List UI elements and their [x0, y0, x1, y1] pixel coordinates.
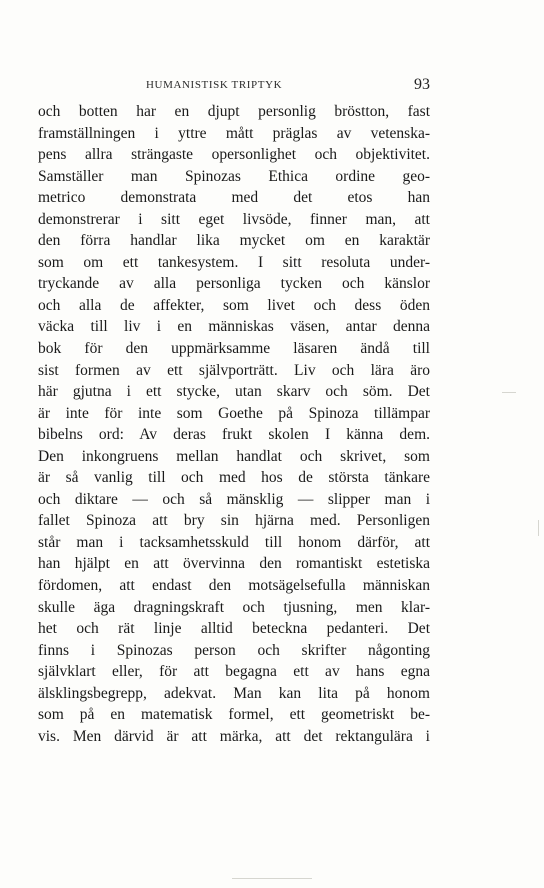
text-line: metrico demonstrata med det etos han [38, 189, 430, 207]
text-line: väcka till liv i en människas väsen, antar denna [38, 318, 430, 336]
text-line: pens allra strängaste opersonlighet och objektivitet. [38, 146, 430, 164]
text-line: och botten har en djupt personlig bröstton, fast [38, 103, 430, 120]
text-line: demonstrerar i sitt eget livsöde, finner man, att [38, 210, 430, 228]
text-line: Samställer man Spinozas Ethica ordine geo- [38, 167, 430, 185]
scan-speck [538, 520, 539, 536]
text-line: fördomen, att endast den motsägelsefulla människan [38, 577, 430, 595]
text-line: tryckande av alla personliga tycken och känslor [38, 275, 430, 293]
text-line: självklart eller, för att begagna ett av hans egna [38, 663, 430, 681]
text-line: bok för den uppmärksamme läsaren ändå till [38, 340, 430, 358]
text-line: här gjutna i ett stycke, utan skarv och söm. Det [38, 383, 430, 401]
text-line: och alla de affekter, som livet och dess öden [38, 296, 430, 314]
text-line: och diktare — och så mänsklig — slipper man i [38, 490, 430, 508]
scan-speck [232, 878, 312, 879]
text-line: framställningen i yttre mått präglas av vetenska- [38, 124, 430, 142]
text-line: fallet Spinoza att bry sin hjärna med. Personligen [38, 512, 430, 530]
text-line: sist formen av ett självporträtt. Liv och lära äro [38, 361, 430, 379]
text-line: Den inkongruens mellan handlat och skrivet, som [38, 447, 430, 465]
page-number: 93 [414, 76, 430, 93]
text-line: den förra handlar lika mycket om en karaktär [38, 232, 430, 250]
text-line: bibelns ord: Av deras frukt skolen I känna dem. [38, 426, 430, 444]
text-line: är så vanlig till och med hos de största tänkare [38, 469, 430, 487]
running-title: HUMANISTISK TRIPTYK [146, 79, 283, 91]
text-line: som på en matematisk formel, ett geometriskt be- [38, 706, 430, 724]
text-line: vis. Men därvid är att märka, att det rektangulära i [38, 727, 430, 745]
scan-speck [502, 392, 516, 393]
text-line: het och rät linje alltid beteckna pedanteri. Det [38, 620, 430, 638]
body-text [38, 101, 430, 747]
text-line: är inte för inte som Goethe på Spinoza tillämpar [38, 404, 430, 422]
text-line: han hjälpt en att övervinna den romantiskt estetiska [38, 555, 430, 573]
running-head [38, 76, 430, 96]
text-line: älsklingsbegrepp, adekvat. Man kan lita på honom [38, 684, 430, 702]
text-line: står man i tacksamhetsskuld till honom därför, att [38, 533, 430, 551]
text-line: skulle äga dragningskraft och tjusning, men klar- [38, 598, 430, 616]
text-line: som om ett tankesystem. I sitt resoluta under- [38, 253, 430, 271]
text-line: finns i Spinozas person och skrifter någonting [38, 641, 430, 659]
